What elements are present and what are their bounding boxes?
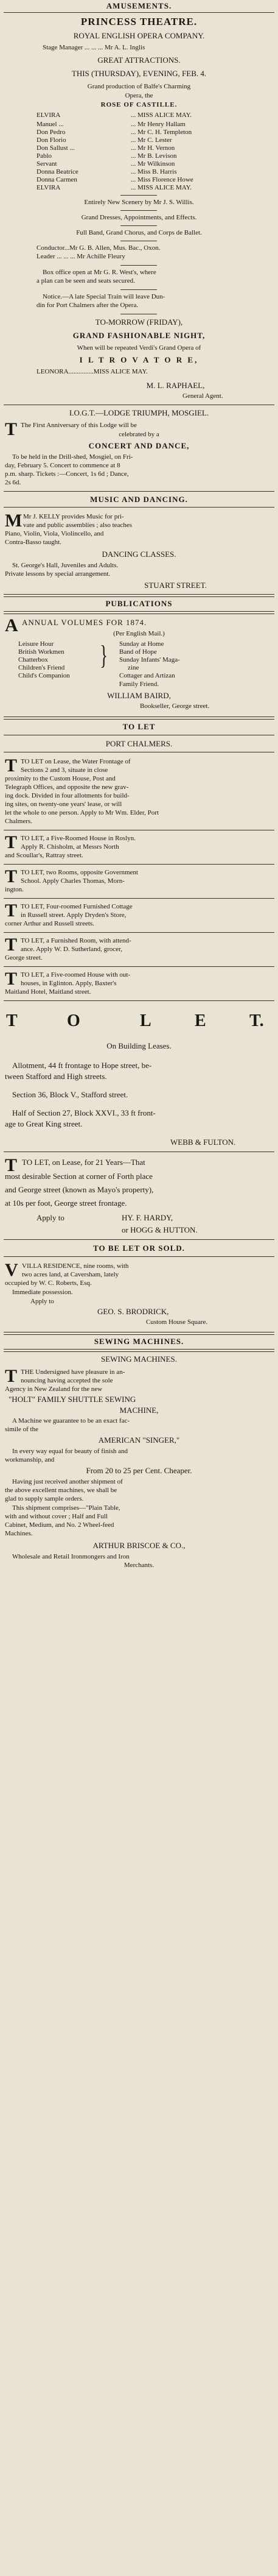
double-rule (4, 1349, 274, 1352)
cast-actor: ... Mr Wilkinson (131, 160, 175, 168)
rule (4, 966, 274, 967)
sewing-text: Machines. (5, 1530, 33, 1537)
port-ad-text: in Russell street. Apply Dryden's Store, (21, 911, 127, 919)
theatre-attractions: GREAT ATTRACTIONS. (97, 55, 181, 65)
drop-cap: A (5, 615, 18, 635)
tolet-building-leases: On Building Leases. (106, 1041, 172, 1050)
theatre-grand-production: Grand production of Balfe's Charming (87, 83, 191, 90)
sewing-title: SEWING MACHINES. (101, 1354, 177, 1364)
rule (4, 1239, 274, 1240)
lodge-text: p.m. sharp. Tickets :—Concert, 1s 6d ; Dance, (5, 470, 129, 478)
villa-text: VILLA RESIDENCE, nine rooms, with (22, 1262, 129, 1270)
tolet-letter: T. (249, 1011, 264, 1030)
publication-title: Children's Friend (18, 664, 65, 671)
theatre-dresses: Grand Dresses, Appointments, and Effects. (81, 214, 197, 221)
tolet-section-36: Section 36, Block V., Stafford street. (12, 1090, 128, 1099)
sewing-cheaper: From 20 to 25 per Cent. Cheaper. (86, 1466, 192, 1475)
lease-name: or HOGG & HUTTON. (122, 1225, 198, 1234)
drop-cap: T (5, 901, 18, 921)
theatre-leader: Leader ... ... ... Mr Achille Fleury (36, 253, 125, 260)
sewing-text: glad to supply sample orders. (5, 1495, 84, 1502)
publication-title: Band of Hope (119, 648, 157, 656)
drop-cap: T (5, 866, 18, 886)
theatre-leonora: LEONORA...............MISS ALICE MAY. (36, 368, 148, 375)
lodge-title: I.O.G.T.—LODGE TRIUMPH, MOSGIEL. (69, 408, 209, 417)
lease-text: at 10s per foot, George street frontage. (5, 1198, 127, 1208)
lodge-text: The First Anniversary of this Lodge will be (21, 422, 137, 429)
double-rule (4, 611, 274, 614)
tolet-allotment: Allotment, 44 ft frontage to Hope street, be- (12, 1061, 152, 1070)
port-ad-text: ance. Apply W. D. Sutherland, grocer, (21, 946, 122, 953)
tolet-section-27: Half of Section 27, Block XXVI., 33 ft front- (12, 1108, 156, 1117)
cast-actor: ... Mr C. Lester (131, 136, 172, 144)
rule (4, 898, 274, 899)
music-text: Contra-Basso taught. (5, 539, 61, 546)
short-rule (120, 210, 157, 211)
theatre-scenery: Entirely New Scenery by Mr J. S. Willis. (84, 199, 194, 206)
publication-title: Chatterbox (18, 656, 48, 663)
sewing-firm: ARTHUR BRISCOE & CO., (92, 1541, 186, 1550)
port-chalmers-heading: PORT CHALMERS. (105, 739, 173, 748)
lodge-text: 2s 6d. (5, 479, 21, 486)
tolet-allotment-2: tween Stafford and High streets. (5, 1072, 107, 1081)
theatre-box-office: Box office open at Mr G. R. West's, where (43, 269, 156, 276)
theatre-trovatore: I L T R O V A T O R E, (79, 355, 199, 364)
double-rule (4, 717, 274, 720)
short-rule (120, 265, 157, 266)
section-heading-publications: PUBLICATIONS (105, 599, 173, 608)
publication-title: British Workmen (18, 648, 64, 656)
sewing-text: the above excellent machines, we shall be (5, 1487, 117, 1494)
sewing-text: Having just received another shipment of (12, 1478, 123, 1485)
drop-cap: T (5, 832, 18, 852)
theatre-grand-production-2: Opera, the (125, 92, 153, 99)
theatre-grand-night: GRAND FASHIONABLE NIGHT, (72, 331, 206, 340)
double-rule (4, 594, 274, 597)
sewing-text: Wholesale and Retail Ironmongers and Iron (12, 1553, 130, 1560)
port-ad-text: TO LET on Lease, the Water Frontage of (21, 758, 131, 765)
music-text: Piano, Violin, Viola, Violincello, and (5, 530, 104, 537)
port-ad-text: let the whole to one person. Apply to Mr Wm. Elder, Port (5, 809, 159, 816)
port-ad-text: School. Apply Charles Thomas, Morn- (21, 877, 125, 885)
sewing-text: with and without cover ; Half and Full (5, 1513, 108, 1520)
theatre-company: ROYAL ENGLISH OPERA COMPANY. (73, 31, 205, 40)
port-ad-text: Maitland Hotel, Maitland street. (5, 988, 91, 996)
cast-role: Manuel ... (36, 121, 64, 128)
port-ad-text: TO LET, Four-roomed Furnished Cottage (21, 903, 133, 910)
theatre-manager: Stage Manager ... ... ... Mr A. L. Inglis (43, 44, 145, 51)
rule (4, 12, 274, 13)
publication-title: Cottager and Artizan (119, 672, 175, 679)
rule (4, 491, 274, 492)
lease-text: most desirable Section at corner of Forth place (5, 1172, 153, 1181)
music-text: vate and public assemblies ; also teaches (23, 522, 132, 529)
rule (4, 932, 274, 933)
double-rule (4, 1332, 274, 1335)
theatre-tomorrow: TO-MORROW (FRIDAY), (95, 317, 183, 327)
publication-title: Child's Companion (18, 672, 70, 679)
lodge-concert: CONCERT AND DANCE, (88, 441, 190, 450)
music-street: STUART STREET. (144, 581, 207, 590)
port-ad-text: ington. (5, 886, 24, 893)
music-text: Private lessons by special arrangement. (5, 570, 111, 578)
villa-text: two acres land, at Caversham, lately (22, 1271, 119, 1278)
theatre-date: THIS (THURSDAY), EVENING, FEB. 4. (71, 69, 207, 78)
port-ad-text: ing dock. Divided in four allotments for build- (5, 792, 130, 799)
cast-actor: ... Miss B. Harris (131, 168, 177, 175)
cast-role: Don Florio (36, 136, 66, 144)
cast-actor: ... Mr Henry Hallam (131, 121, 186, 128)
villa-text: occupied by W. C. Roberts, Esq. (5, 1279, 92, 1287)
cast-role: Don Pedro (36, 129, 66, 136)
publication-title: Family Friend. (119, 681, 159, 688)
cast-actor: ... Mr B. Levison (131, 152, 177, 160)
drop-cap: T (5, 419, 18, 439)
tolet-section-27-2: age to Great King street. (5, 1119, 83, 1128)
cast-role: ELVIRA (36, 184, 61, 191)
publication-title: Sunday Infants' Maga- (119, 656, 180, 663)
drop-cap: M (5, 511, 23, 531)
publications-bookseller: Bookseller, George street. (140, 702, 210, 710)
theatre-conductor: Conductor...Mr G. B. Allen, Mus. Bac., Oxon. (36, 244, 161, 252)
cast-actor: ... MISS ALICE MAY. (131, 111, 192, 119)
drop-cap: V (5, 1260, 18, 1280)
music-classes: DANCING CLASSES. (102, 550, 176, 559)
sewing-text: This shipment comprises—"Plain Table, (12, 1504, 120, 1512)
short-rule (120, 289, 157, 290)
tolet-letter: E (195, 1011, 206, 1030)
tolet-letter: O (67, 1011, 80, 1030)
port-ad-text: TO LET, a Five-roomed House with out- (21, 971, 131, 978)
port-ad-text: corner Arthur and Russell streets. (5, 920, 94, 927)
cast-role: Donna Carmen (36, 176, 77, 183)
section-heading-amusements: AMUSEMENTS. (106, 1, 172, 10)
lease-name: HY. F. HARDY, (122, 1213, 173, 1222)
theatre-title: PRINCESS THEATRE. (80, 16, 198, 27)
cast-role: Pablo (36, 152, 52, 160)
cast-role: Servant (36, 160, 57, 168)
rule (4, 864, 274, 865)
villa-text: Immediate possession. (12, 1289, 73, 1296)
tolet-letter: L (140, 1011, 151, 1030)
cast-actor: ... Mr C. H. Templeton (131, 129, 192, 136)
drop-cap: T (5, 1366, 18, 1386)
port-ad-text: George street. (5, 954, 43, 961)
bracket: } (100, 640, 108, 670)
sewing-text: simile of the (5, 1426, 38, 1433)
lease-text: TO LET, on Lease, for 21 Years—That (22, 1158, 145, 1167)
cast-actor: ... Miss Florence Howe (131, 176, 193, 183)
cast-role: Don Sallust ... (36, 144, 75, 152)
port-ad-text: TO LET, a Five-Roomed House in Roslyn. (21, 835, 136, 842)
drop-cap: T (5, 1155, 18, 1175)
port-ad-text: Sections 2 and 3, situate in close (21, 766, 108, 774)
port-ad-text: TO LET, two Rooms, opposite Government (21, 869, 138, 876)
port-ad-text: ing sites, on twenty-one years' lease, or will (5, 801, 122, 808)
lodge-text: day, February 5. Concert to commence at 8 (5, 462, 120, 469)
sewing-american-singer: AMERICAN "SINGER," (98, 1435, 180, 1445)
sewing-text: workmanship, and (5, 1456, 55, 1463)
theatre-notice: Notice.—A late Special Train will leave Dun- (43, 293, 165, 300)
publications-headline: ANNUAL VOLUMES FOR 1874. (22, 618, 147, 627)
cast-actor: ... Mr H. Vernon (131, 144, 175, 152)
theatre-raphael: M. L. RAPHAEL, (146, 381, 205, 390)
cast-role: Donna Beatrice (36, 168, 78, 175)
theatre-band: Full Band, Grand Chorus, and Corps de Ballet. (76, 229, 202, 236)
tolet-firm: WEBB & FULTON. (170, 1138, 236, 1147)
port-ad-text: houses, in Eglinton. Apply, Baxter's (21, 980, 117, 987)
publication-title: Sunday at Home (119, 640, 164, 648)
section-heading-music: MUSIC AND DANCING. (90, 495, 188, 504)
sewing-machine: MACHINE, (119, 1406, 159, 1415)
sewing-text: Agency in New Zealand for the new (5, 1385, 103, 1393)
drop-cap: T (5, 969, 18, 989)
lease-text: and George street (known as Mayo's property), (5, 1185, 154, 1194)
section-heading-let-or-sold: TO BE LET OR SOLD. (93, 1244, 185, 1253)
sewing-text: Merchants. (123, 1562, 155, 1569)
publications-baird: WILLIAM BAIRD, (107, 691, 171, 700)
theatre-opera-name: ROSE OF CASTILLE. (100, 101, 178, 108)
sewing-text: Cabinet, Medium, and No. 2 Wheel-feed (5, 1521, 114, 1529)
section-heading-sewing: SEWING MACHINES. (94, 1337, 184, 1346)
rule (4, 1000, 274, 1001)
cast-actor: ... MISS ALICE MAY. (131, 184, 192, 191)
lodge-text: To be held in the Drill-shed, Mosgiel, on Fri- (12, 453, 133, 461)
cast-role: ELVIRA (36, 111, 61, 119)
port-ad-text: Chalmers. (5, 818, 32, 825)
sewing-holt: "HOLT" FAMILY SHUTTLE SEWING (9, 1395, 136, 1404)
theatre-agent: General Agent. (182, 392, 223, 400)
lodge-text: celebrated by a (119, 431, 159, 438)
music-text: Mr J. KELLY provides Music for pri- (23, 513, 124, 520)
theatre-notice-2: din for Port Chalmers after the Opera. (36, 302, 139, 309)
drop-cap: T (5, 935, 18, 955)
sewing-text: In every way equal for beauty of finish and (12, 1448, 128, 1455)
sewing-text: nouncing having accepted the sole (21, 1377, 113, 1384)
theatre-when: When will be repeated Verdi's Grand Opera of (77, 344, 201, 352)
publication-title: zine (128, 664, 139, 671)
sewing-text: A Machine we guarantee to be an exact fac- (12, 1417, 130, 1424)
sewing-text: THE Undersigned have pleasure in an- (21, 1368, 125, 1376)
tolet-letter: T (6, 1011, 18, 1030)
villa-name: GEO. S. BRODRICK, (97, 1307, 169, 1316)
theatre-box-office-2: a plan can be seen and seats secured. (36, 277, 135, 285)
rule (4, 507, 274, 508)
music-text: St. George's Hall, Juveniles and Adults. (12, 562, 119, 569)
villa-text: Apply to (30, 1298, 54, 1305)
villa-address: Custom House Square. (146, 1318, 208, 1326)
publication-title: Leisure Hour (18, 640, 54, 648)
rule (4, 1256, 274, 1257)
port-ad-text: and Scoullar's, Rattray street. (5, 852, 83, 859)
short-rule (120, 195, 157, 196)
port-ad-text: Apply R. Chisholm, at Messrs North (21, 843, 119, 851)
lease-apply: Apply to (36, 1213, 64, 1222)
short-rule (120, 225, 157, 226)
port-ad-text: proximity to the Custom House, Post and (5, 775, 116, 782)
port-ad-text: TO LET, a Furnished Room, with attend- (21, 937, 131, 944)
drop-cap: T (5, 755, 18, 776)
section-heading-to-let: TO LET (122, 722, 156, 731)
publications-mail: (Per English Mail.) (113, 630, 165, 637)
port-ad-text: Telegraph Offices, and opposite the new grav- (5, 784, 129, 791)
